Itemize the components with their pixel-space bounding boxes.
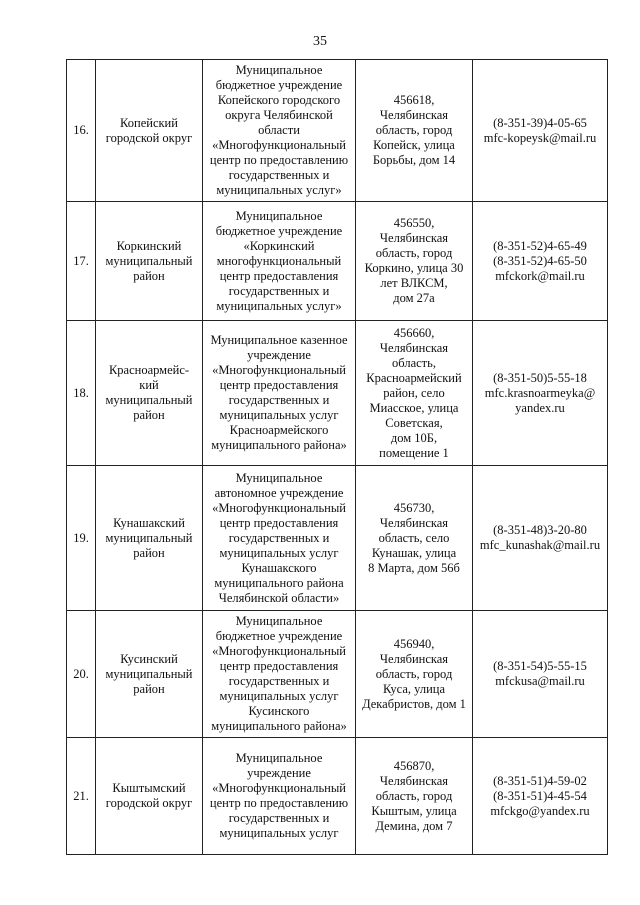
row-number: 16.	[67, 60, 96, 202]
organization-cell: Муниципальное бюджетное учреждение «Многофункциональный центр предоставления государственных и муниципальных услуг Кусинского муниципального района»	[203, 611, 356, 738]
table-row	[67, 738, 608, 855]
organization-cell: Муниципальное бюджетное учреждение Копейского городского округа Челябинской области «Многофункциональный центр по предоставлению государственных и муниципальных услуг»	[203, 60, 356, 202]
row-number: 17.	[67, 202, 96, 321]
address-cell: 456550, Челябинская область, город Коркино, улица 30 лет ВЛКСМ, дом 27а	[356, 202, 473, 321]
address-cell: 456660, Челябинская область, Красноармейский район, село Миасское, улица Советская, дом 10Б, помещение 1	[356, 321, 473, 466]
table-row	[67, 60, 608, 202]
row-number: 20.	[67, 611, 96, 738]
municipality-cell: Кунашакский муниципальный район	[96, 466, 203, 611]
table-row	[67, 202, 608, 321]
row-number: 21.	[67, 738, 96, 855]
organization-cell: Муниципальное бюджетное учреждение «Коркинский многофункциональный центр предоставления государственных и муниципальных услуг»	[203, 202, 356, 321]
mfc-registry-table	[66, 59, 608, 855]
contacts-cell: (8-351-51)4-59-02 (8-351-51)4-45-54 mfckgo@yandex.ru	[473, 738, 608, 855]
address-cell: 456730, Челябинская область, село Кунашак, улица 8 Марта, дом 56б	[356, 466, 473, 611]
organization-cell: Муниципальное учреждение «Многофункциональный центр по предоставлению государственных и муниципальных услуг	[203, 738, 356, 855]
address-cell: 456870, Челябинская область, город Кыштым, улица Демина, дом 7	[356, 738, 473, 855]
contacts-cell: (8-351-39)4-05-65 mfc-kopeysk@mail.ru	[473, 60, 608, 202]
organization-cell: Муниципальное казенное учреждение «Многофункциональный центр предоставления государственных и муниципальных услуг Красноармейского муниципального района»	[203, 321, 356, 466]
table-row	[67, 466, 608, 611]
municipality-cell: Коркинский муниципальный район	[96, 202, 203, 321]
address-cell: 456618, Челябинская область, город Копейск, улица Борьбы, дом 14	[356, 60, 473, 202]
municipality-cell: Кусинский муниципальный район	[96, 611, 203, 738]
row-number: 19.	[67, 466, 96, 611]
contacts-cell: (8-351-54)5-55-15 mfckusa@mail.ru	[473, 611, 608, 738]
municipality-cell: Копейский городской округ	[96, 60, 203, 202]
address-cell: 456940, Челябинская область, город Куса, улица Декабристов, дом 1	[356, 611, 473, 738]
page-number: 35	[313, 34, 327, 49]
municipality-cell: Кыштымский городской округ	[96, 738, 203, 855]
row-number: 18.	[67, 321, 96, 466]
municipality-cell: Красноармейс- кий муниципальный район	[96, 321, 203, 466]
contacts-cell: (8-351-52)4-65-49 (8-351-52)4-65-50 mfckork@mail.ru	[473, 202, 608, 321]
table-row	[67, 611, 608, 738]
table-row	[67, 321, 608, 466]
contacts-cell: (8-351-48)3-20-80 mfc_kunashak@mail.ru	[473, 466, 608, 611]
organization-cell: Муниципальное автономное учреждение «Многофункциональный центр предоставления государственных и муниципальных услуг Кунашакского муниципального района Челябинской области»	[203, 466, 356, 611]
contacts-cell: (8-351-50)5-55-18 mfc.krasnoarmeyka@ yandex.ru	[473, 321, 608, 466]
